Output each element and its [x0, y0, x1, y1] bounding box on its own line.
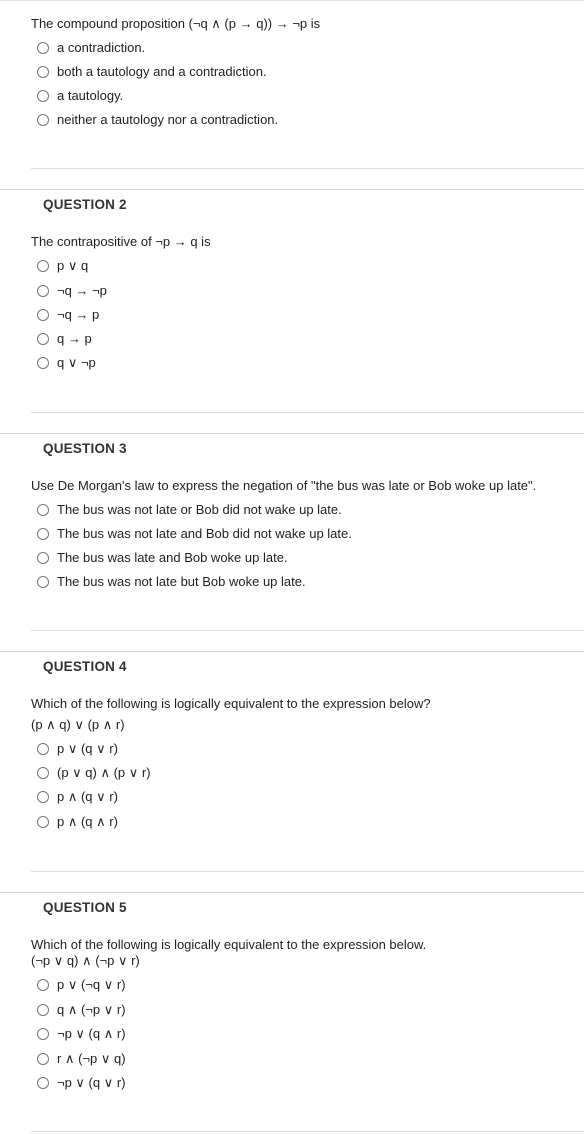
question-3-divider	[31, 630, 584, 631]
radio-button[interactable]	[37, 528, 49, 540]
question-1-divider	[31, 168, 584, 169]
option-label: q → p	[57, 331, 92, 346]
radio-button[interactable]	[37, 767, 49, 779]
question-1-option-1[interactable]	[37, 40, 145, 55]
option-label: p ∨ q	[57, 258, 89, 273]
radio-button[interactable]	[37, 114, 49, 126]
option-label: (p ∨ q) ∧ (p ∨ r)	[57, 765, 151, 780]
question-2-divider	[31, 412, 584, 413]
option-label: p ∨ (¬q ∨ r)	[57, 977, 126, 992]
question-3-text: Use De Morgan's law to express the negation of "the bus was late or Bob woke up late".	[31, 478, 537, 493]
question-2-text: The contrapositive of ¬p → q is	[31, 234, 211, 249]
question-3-title: QUESTION 3	[43, 441, 127, 456]
question-5-title: QUESTION 5	[43, 900, 127, 915]
option-label: q ∧ (¬p ∨ r)	[57, 1002, 126, 1017]
question-5-option-4[interactable]	[37, 1051, 126, 1067]
option-label: The bus was not late or Bob did not wake up late.	[57, 502, 342, 517]
radio-button[interactable]	[37, 504, 49, 516]
question-1-text: The compound proposition (¬q ∧ (p → q)) → ¬p is	[31, 16, 321, 31]
question-3-option-2[interactable]	[37, 526, 352, 541]
option-label: ¬p ∨ (q ∧ r)	[57, 1026, 126, 1041]
option-label: p ∧ (q ∨ r)	[57, 789, 118, 804]
option-label: p ∨ (q ∨ r)	[57, 741, 118, 756]
option-label: r ∧ (¬p ∨ q)	[57, 1051, 126, 1066]
question-2-header-line	[0, 189, 584, 190]
question-5-text: Which of the following is logically equivalent to the expression below.	[31, 937, 427, 952]
option-label: The bus was late and Bob woke up late.	[57, 550, 288, 565]
option-label: p ∧ (q ∧ r)	[57, 814, 118, 829]
question-4-option-4[interactable]	[37, 814, 118, 830]
question-4-title: QUESTION 4	[43, 659, 127, 674]
question-3-option-4[interactable]	[37, 574, 306, 589]
question-1-option-2[interactable]	[37, 64, 267, 79]
question-3-option-3[interactable]	[37, 550, 288, 565]
question-3-header-line	[0, 433, 584, 434]
question-5-option-5[interactable]	[37, 1075, 126, 1091]
question-2-title: QUESTION 2	[43, 197, 127, 212]
question-4-header-line	[0, 651, 584, 652]
radio-button[interactable]	[37, 1028, 49, 1040]
radio-button[interactable]	[37, 1077, 49, 1089]
radio-button[interactable]	[37, 285, 49, 297]
radio-button[interactable]	[37, 66, 49, 78]
option-label: ¬q → ¬p	[57, 283, 107, 298]
question-4-option-2[interactable]	[37, 765, 151, 781]
radio-button[interactable]	[37, 333, 49, 345]
question-5-option-3[interactable]	[37, 1026, 126, 1042]
radio-button[interactable]	[37, 552, 49, 564]
question-5-header-line	[0, 892, 584, 893]
question-5-option-2[interactable]	[37, 1002, 126, 1018]
radio-button[interactable]	[37, 90, 49, 102]
question-4-divider	[31, 871, 584, 872]
question-5-expression: (¬p ∨ q) ∧ (¬p ∨ r)	[31, 953, 140, 968]
option-label: The bus was not late but Bob woke up late.	[57, 574, 306, 589]
option-label: a tautology.	[57, 88, 124, 103]
question-5-option-1[interactable]	[37, 977, 126, 993]
radio-button[interactable]	[37, 816, 49, 828]
question-1-option-4[interactable]	[37, 112, 278, 127]
radio-button[interactable]	[37, 743, 49, 755]
option-label: both a tautology and a contradiction.	[57, 64, 267, 79]
option-label: ¬p ∨ (q ∨ r)	[57, 1075, 126, 1090]
option-label: ¬q → p	[57, 307, 100, 322]
radio-button[interactable]	[37, 1053, 49, 1065]
question-2-option-1[interactable]	[37, 258, 88, 274]
question-5-divider	[31, 1131, 584, 1132]
question-2-option-3[interactable]	[37, 307, 99, 322]
question-3-option-1[interactable]	[37, 502, 342, 517]
question-1-option-3[interactable]	[37, 88, 123, 103]
option-label: q ∨ ¬p	[57, 355, 96, 370]
radio-button[interactable]	[37, 357, 49, 369]
radio-button[interactable]	[37, 1004, 49, 1016]
question-2-option-5[interactable]	[37, 355, 96, 371]
question-4-expression: (p ∧ q) ∨ (p ∧ r)	[31, 717, 125, 732]
question-4-option-3[interactable]	[37, 789, 118, 805]
question-2-option-2[interactable]	[37, 283, 107, 298]
question-4-text: Which of the following is logically equivalent to the expression below?	[31, 696, 431, 711]
option-label: a contradiction.	[57, 40, 146, 55]
option-label: neither a tautology nor a contradiction.	[57, 112, 279, 127]
question-2-option-4[interactable]	[37, 331, 92, 346]
top-border	[0, 0, 584, 1]
radio-button[interactable]	[37, 42, 49, 54]
option-label: The bus was not late and Bob did not wake up late.	[57, 526, 352, 541]
question-4-option-1[interactable]	[37, 741, 118, 757]
radio-button[interactable]	[37, 791, 49, 803]
radio-button[interactable]	[37, 576, 49, 588]
radio-button[interactable]	[37, 979, 49, 991]
radio-button[interactable]	[37, 260, 49, 272]
radio-button[interactable]	[37, 309, 49, 321]
